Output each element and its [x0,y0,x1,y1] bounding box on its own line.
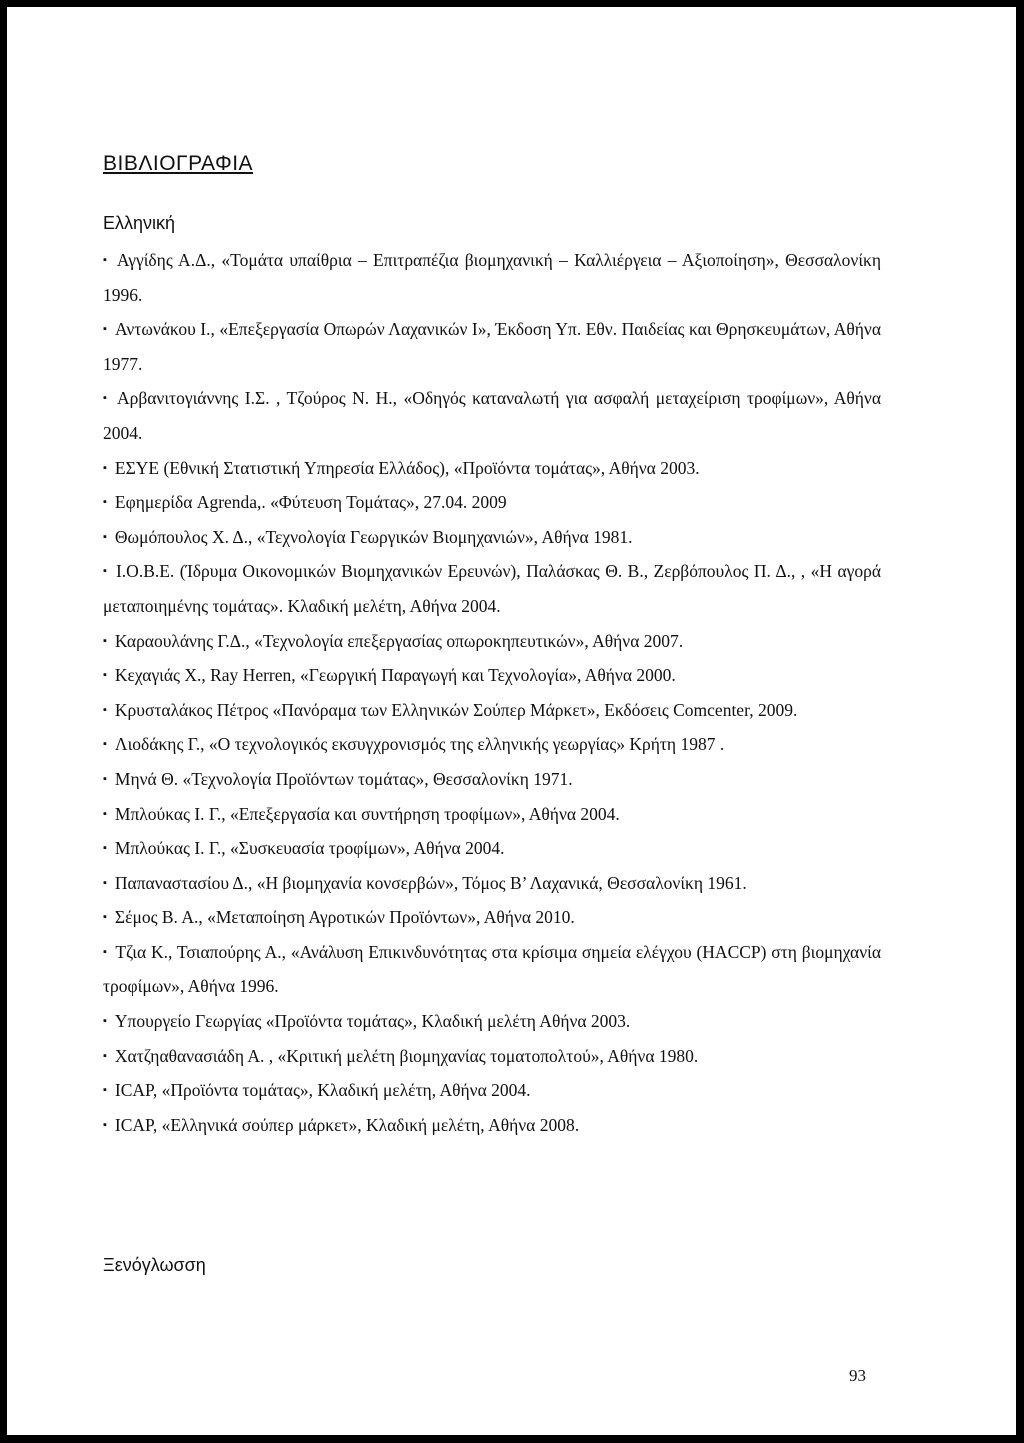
document-page [7,7,1016,1435]
reference-text: Χατζηαθανασιάδη Α. , «Κριτική μελέτη βιομηχανίας τοματοπολτού», Αθήνα 1980. [114,1045,699,1066]
bullet-icon: ▪ [103,392,109,405]
reference-item [103,485,881,520]
reference-text: Αντωνάκου Ι., «Επεξεργασία Οπωρών Λαχανικών Ι», Έκδοση Υπ. Εθν. Παιδείας και Θρησκευμάτων, Αθήνα 1977. [103,319,881,374]
reference-item [103,243,881,312]
reference-item [103,727,881,762]
bullet-icon: ▪ [103,911,107,924]
reference-item [103,1004,881,1039]
reference-item [103,381,881,450]
reference-item [103,831,881,866]
bullet-icon: ▪ [103,772,107,785]
reference-text: Αρβανιτογιάννης Ι.Σ. , Τζούρος Ν. Η., «Οδηγός καταναλωτή για ασφαλή μεταχείριση τροφίμων», Αθήνα 2004. [103,388,881,443]
bullet-icon: ▪ [103,842,107,855]
reference-text: Κεχαγιάς Χ., Ray Herren, «Γεωργική Παραγωγή και Τεχνολογία», Αθήνα 2000. [114,665,676,686]
bullet-icon: ▪ [103,1015,107,1028]
bullet-icon: ▪ [103,1084,107,1097]
reference-text: Καραουλάνης Γ.Δ., «Τεχνολογία επεξεργασίας οπωροκηπευτικών», Αθήνα 2007. [114,630,684,651]
reference-text: Τζια Κ., Τσιαπούρης Α., «Ανάλυση Επικινδυνότητας στα κρίσιμα σημεία ελέγχου (HACCP) στη βιομηχανία τροφίμων», Αθήνα 1996. [103,941,881,997]
reference-item [103,762,881,797]
reference-item [103,693,881,728]
bullet-icon: ▪ [103,703,107,716]
bullet-icon: ▪ [103,634,107,647]
reference-text: ICAP, «Προϊόντα τομάτας», Κλαδική μελέτη, Αθήνα 2004. [114,1080,531,1101]
reference-text: ΕΣΥΕ (Εθνική Στατιστική Υπηρεσία Ελλάδος), «Προϊόντα τομάτας», Αθήνα 2003. [114,457,700,478]
page-number: 93 [849,1366,866,1385]
reference-text: Μηνά Θ. «Τεχνολογία Προϊόντων τομάτας», Θεσσαλονίκη 1971. [114,768,573,789]
bibliography-heading: ΒΙΒΛΙΟΓΡΑΦΙΑ [103,152,254,175]
greek-section-heading: Ελληνική [103,213,176,233]
reference-item [103,1073,881,1108]
reference-item [103,866,881,901]
bullet-icon: ▪ [103,496,107,509]
reference-item [103,554,881,623]
bullet-icon: ▪ [103,945,108,958]
reference-item [103,900,881,935]
bullet-icon: ▪ [103,1049,107,1062]
reference-text: Μπλούκας Ι. Γ., «Συσκευασία τροφίμων», Αθήνα 2004. [114,838,505,859]
bullet-icon: ▪ [103,254,109,266]
reference-text: Παπαναστασίου Δ., «Η βιομηχανία κονσερβών», Τόμος Β’ Λαχανικά, Θεσσαλονίκη 1961. [114,872,747,893]
foreign-section-heading: Ξενόγλωσση [103,1255,206,1275]
bullet-icon: ▪ [103,669,107,682]
bullet-icon: ▪ [103,807,107,820]
reference-item [103,935,881,1004]
reference-text: Ι.Ο.Β.Ε. (Ίδρυμα Οικονομικών Βιομηχανικών Ερευνών), Παλάσκας Θ. Β., Ζερβόπουλος Π. Δ., , «Η αγορά μεταποιημένης τομάτας». Κλαδική μελέτη, Αθήνα 2004. [103,561,881,616]
reference-item [103,451,881,486]
bullet-icon: ▪ [103,461,107,474]
reference-item [103,1039,881,1074]
reference-item [103,624,881,659]
reference-text: Αγγίδης Α.Δ., «Τομάτα υπαίθρια – Επιτραπέζια βιομηχανική – Καλλιέργεια – Αξιοποίηση», Θεσσαλονίκη 1996. [103,250,881,305]
reference-text: Θωμόπουλος Χ. Δ., «Τεχνολογία Γεωργικών Βιομηχανιών», Αθήνα 1981. [114,526,633,547]
bullet-icon: ▪ [103,1118,107,1131]
reference-item [103,658,881,693]
reference-text: Λιοδάκης Γ., «Ο τεχνολογικός εκσυγχρονισμός της ελληνικής γεωργίας» Κρήτη 1987 . [114,734,725,755]
bullet-icon: ▪ [103,876,107,889]
bullet-icon: ▪ [103,565,108,578]
reference-text: Υπουργείο Γεωργίας «Προϊόντα τομάτας», Κλαδική μελέτη Αθήνα 2003. [114,1011,631,1032]
bullet-icon: ▪ [103,530,107,543]
bullet-icon: ▪ [103,738,107,751]
reference-list [103,243,881,1142]
reference-item [103,797,881,832]
reference-text: Σέμος Β. Α., «Μεταποίηση Αγροτικών Προϊόντων», Αθήνα 2010. [114,907,575,928]
reference-item [103,312,881,381]
reference-text: Μπλούκας Ι. Γ., «Επεξεργασία και συντήρηση τροφίμων», Αθήνα 2004. [114,803,620,824]
reference-item [103,1108,881,1143]
reference-text: Εφημερίδα Agrenda,. «Φύτευση Τομάτας», 27.04. 2009 [114,492,507,513]
bullet-icon: ▪ [103,323,108,336]
reference-item [103,520,881,555]
reference-text: ICAP, «Ελληνικά σούπερ μάρκετ», Κλαδική μελέτη, Αθήνα 2008. [114,1114,580,1135]
reference-text: Κρυσταλάκος Πέτρος «Πανόραμα των Ελληνικών Σούπερ Μάρκετ», Εκδόσεις Comcenter, 2009. [114,699,798,720]
